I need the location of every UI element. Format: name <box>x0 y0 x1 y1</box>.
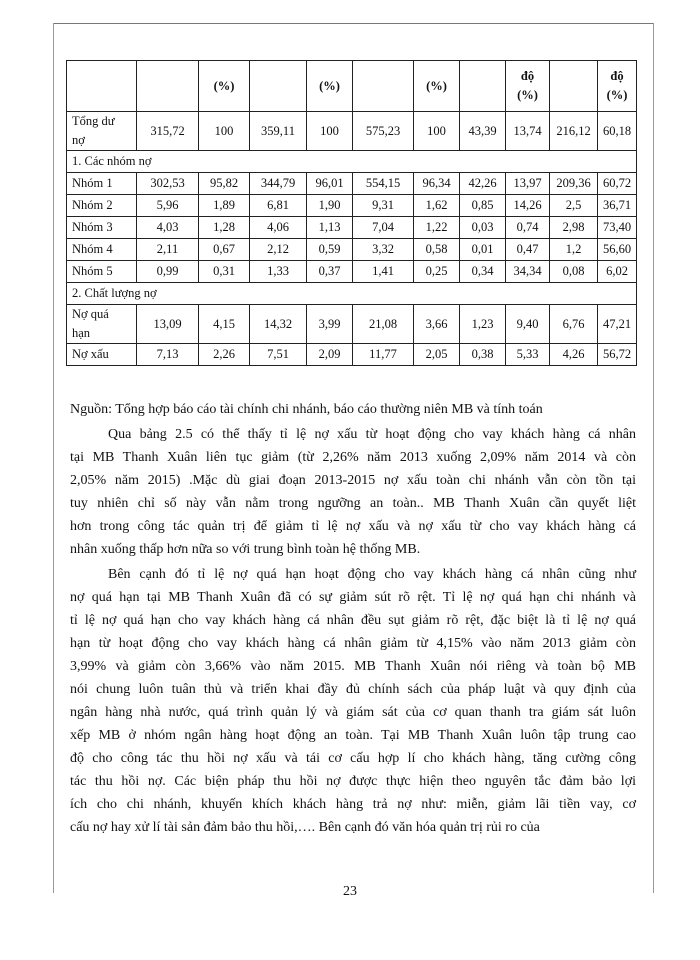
section-label: 2. Chất lượng nợ <box>67 283 637 305</box>
table-cell: 2,12 <box>250 239 307 261</box>
table-cell: 1,13 <box>307 217 353 239</box>
table-cell: 0,34 <box>460 261 506 283</box>
table-cell: 2,09 <box>307 344 353 366</box>
table-cell: 5,33 <box>506 344 550 366</box>
table-cell: 13,09 <box>137 305 199 344</box>
row-label: Nhóm 2 <box>67 195 137 217</box>
table-cell: 209,36 <box>550 173 598 195</box>
table-cell: 0,74 <box>506 217 550 239</box>
table-cell: 6,76 <box>550 305 598 344</box>
paragraph-line: cấu nợ hay xử lí tài sản đảm bảo thu hồi,…. Bên cạnh đó văn hóa quản trị rủi ro của <box>70 820 540 835</box>
table-cell: 9,40 <box>506 305 550 344</box>
paragraph-line: độ cho công tác thu hồi nợ xấu và tái cơ cấu hợp lí cho khách hàng, tăng cường công <box>70 751 636 766</box>
table-cell: 575,23 <box>353 112 414 151</box>
table-cell: 60,18 <box>598 112 637 151</box>
table-cell: 0,47 <box>506 239 550 261</box>
table-cell: 302,53 <box>137 173 199 195</box>
table-cell: 2,98 <box>550 217 598 239</box>
paragraph-line: Bên cạnh đó tỉ lệ nợ quá hạn hoạt động cho vay khách hàng cá nhân cũng như <box>108 567 636 582</box>
row-label: Nhóm 5 <box>67 261 137 283</box>
table-cell: 47,21 <box>598 305 637 344</box>
table-cell: 9,31 <box>353 195 414 217</box>
table-cell: 1,62 <box>414 195 460 217</box>
table-row <box>67 239 637 261</box>
table-cell: 1,28 <box>199 217 250 239</box>
table-cell: 56,60 <box>598 239 637 261</box>
table-cell: 1,33 <box>250 261 307 283</box>
table-cell: 3,32 <box>353 239 414 261</box>
table-row <box>67 112 637 151</box>
table-header-cell: (%) <box>307 61 353 112</box>
row-label: Nhóm 4 <box>67 239 137 261</box>
paragraph-line: 3,99% và giảm còn 3,66% vào năm 2015. MB Thanh Xuân nói riêng và toàn bộ MB <box>70 659 636 674</box>
page-border-right <box>653 23 654 893</box>
table-cell: 315,72 <box>137 112 199 151</box>
table-header-cell <box>67 61 137 112</box>
table-cell: 3,99 <box>307 305 353 344</box>
table-cell: 344,79 <box>250 173 307 195</box>
source-note: Nguồn: Tổng hợp báo cáo tài chính chi nhánh, báo cáo thường niên MB và tính toán <box>70 402 543 417</box>
table-cell: 5,96 <box>137 195 199 217</box>
table-cell: 2,26 <box>199 344 250 366</box>
table-cell: 21,08 <box>353 305 414 344</box>
page-border-top <box>53 23 653 24</box>
table-cell: 1,89 <box>199 195 250 217</box>
paragraph-line: tỉ lệ nợ quá hạn cho vay khách hàng cá nhân đều sụt giảm rõ rệt, đặc biệt là tỉ lệ nợ quá <box>70 613 636 628</box>
table-cell: 3,66 <box>414 305 460 344</box>
table-row <box>67 173 637 195</box>
table-cell: 42,26 <box>460 173 506 195</box>
table-cell: 60,72 <box>598 173 637 195</box>
table-cell: 7,13 <box>137 344 199 366</box>
table-cell: 96,01 <box>307 173 353 195</box>
table-row <box>67 305 637 344</box>
table-header-row <box>67 61 637 112</box>
table-cell: 6,81 <box>250 195 307 217</box>
table-row <box>67 195 637 217</box>
table-cell: 11,77 <box>353 344 414 366</box>
table-cell: 7,51 <box>250 344 307 366</box>
paragraph-line: nợ quá hạn tại MB Thanh Xuân đã có sự giảm sút rõ rệt. Tỉ lệ nợ quá hạn chi nhánh và <box>70 590 636 605</box>
table-cell: 4,06 <box>250 217 307 239</box>
paragraph-line: hơn trong công tác quản trị để giảm tỉ lệ nợ xấu và nợ xấu từ cho vay khách hàng cá <box>70 519 636 534</box>
table-cell: 56,72 <box>598 344 637 366</box>
table-cell: 34,34 <box>506 261 550 283</box>
table-cell: 2,05 <box>414 344 460 366</box>
debt-quality-table <box>66 60 637 366</box>
table-cell: 1,23 <box>460 305 506 344</box>
table-cell: 0,08 <box>550 261 598 283</box>
paragraph-1 <box>70 423 636 561</box>
table-cell: 0,67 <box>199 239 250 261</box>
table-cell: 6,02 <box>598 261 637 283</box>
table-cell: 0,58 <box>414 239 460 261</box>
table-cell: 13,74 <box>506 112 550 151</box>
table-cell: 359,11 <box>250 112 307 151</box>
page-number: 23 <box>343 884 357 899</box>
paragraph-line: tác thu hồi nợ. Các biện pháp thu hồi nợ được thực hiện theo nguyên tắc đảm bảo lợi <box>70 774 636 789</box>
row-label: Nhóm 1 <box>67 173 137 195</box>
table-cell: 2,5 <box>550 195 598 217</box>
table-cell: 0,25 <box>414 261 460 283</box>
table-cell: 0,99 <box>137 261 199 283</box>
paragraph-line: Qua bảng 2.5 có thể thấy tỉ lệ nợ xấu từ hoạt động cho vay khách hàng cá nhân <box>108 427 636 442</box>
table-cell: 0,85 <box>460 195 506 217</box>
paragraph-line: hạn từ hoạt động cho vay khách hàng cá nhân giảm từ 4,15% vào năm 2013 giảm còn <box>70 636 636 651</box>
paragraph-line: tuy nhiên chỉ số này vẫn nằm trong ngưỡng an toàn.. MB Thanh Xuân cần quyết liệt <box>70 496 636 511</box>
table-cell: 216,12 <box>550 112 598 151</box>
paragraph-line: nhân xuống thấp hơn nữa so với trung bình toàn hệ thống MB. <box>70 542 421 557</box>
table-cell: 95,82 <box>199 173 250 195</box>
table-cell: 14,26 <box>506 195 550 217</box>
paragraph-2 <box>70 563 636 839</box>
row-label: Nợ quá hạn <box>67 305 137 344</box>
table-header-cell <box>137 61 199 112</box>
table-row <box>67 344 637 366</box>
table-cell: 0,37 <box>307 261 353 283</box>
table-header-cell <box>460 61 506 112</box>
paragraph-line: nói chung luôn tuân thủ và triển khai đầy đủ chính sách của pháp luật và quy định của <box>70 682 636 697</box>
table-cell: 73,40 <box>598 217 637 239</box>
table-cell: 7,04 <box>353 217 414 239</box>
table-cell: 0,59 <box>307 239 353 261</box>
table-cell: 14,32 <box>250 305 307 344</box>
table-header-cell <box>250 61 307 112</box>
table-cell: 43,39 <box>460 112 506 151</box>
table-section-row <box>67 283 637 305</box>
table-cell: 100 <box>307 112 353 151</box>
table-cell: 1,2 <box>550 239 598 261</box>
table-cell: 554,15 <box>353 173 414 195</box>
table-cell: 4,03 <box>137 217 199 239</box>
paragraph-line: ích cho chi nhánh, khuyến khích khách hàng trả nợ như: miễn, giảm lãi tiền vay, cơ <box>70 797 636 812</box>
table-header-cell: (%) <box>199 61 250 112</box>
table-row <box>67 261 637 283</box>
table-cell: 96,34 <box>414 173 460 195</box>
table-row <box>67 217 637 239</box>
table-cell: 0,03 <box>460 217 506 239</box>
table-cell: 13,97 <box>506 173 550 195</box>
page-border-left <box>53 23 54 893</box>
table-cell: 0,31 <box>199 261 250 283</box>
table-cell: 100 <box>199 112 250 151</box>
paragraph-line: 2,05% năm 2015) .Mặc dù giai đoạn 2013-2015 nợ xấu toàn chi nhánh vẫn còn tồn tại <box>70 473 636 488</box>
table-cell: 1,22 <box>414 217 460 239</box>
table-header-cell <box>353 61 414 112</box>
paragraph-line: tại MB Thanh Xuân liên tục giảm (từ 2,26% năm 2013 xuống 2,09% năm 2014 và còn <box>70 450 636 465</box>
table-cell: 100 <box>414 112 460 151</box>
paragraph-line: xếp MB ở nhóm ngân hàng hoạt động an toàn. Tại MB Thanh Xuân luôn tập trung cao <box>70 728 636 743</box>
table-header-cell: độ (%) <box>598 61 637 112</box>
table-header-cell: (%) <box>414 61 460 112</box>
table-cell: 4,15 <box>199 305 250 344</box>
table-cell: 4,26 <box>550 344 598 366</box>
table-cell: 0,01 <box>460 239 506 261</box>
row-label: Nợ xấu <box>67 344 137 366</box>
table-cell: 36,71 <box>598 195 637 217</box>
table-cell: 1,90 <box>307 195 353 217</box>
table-section-row <box>67 151 637 173</box>
table-header-cell <box>550 61 598 112</box>
section-label: 1. Các nhóm nợ <box>67 151 637 173</box>
row-label: Tổng dư nợ <box>67 112 137 151</box>
table-header-cell: độ (%) <box>506 61 550 112</box>
paragraph-line: ngân hàng nhà nước, quá trình quản lý và giám sát của cơ quan thanh tra giám sát luôn <box>70 705 636 720</box>
table-cell: 0,38 <box>460 344 506 366</box>
table-cell: 2,11 <box>137 239 199 261</box>
table-cell: 1,41 <box>353 261 414 283</box>
row-label: Nhóm 3 <box>67 217 137 239</box>
